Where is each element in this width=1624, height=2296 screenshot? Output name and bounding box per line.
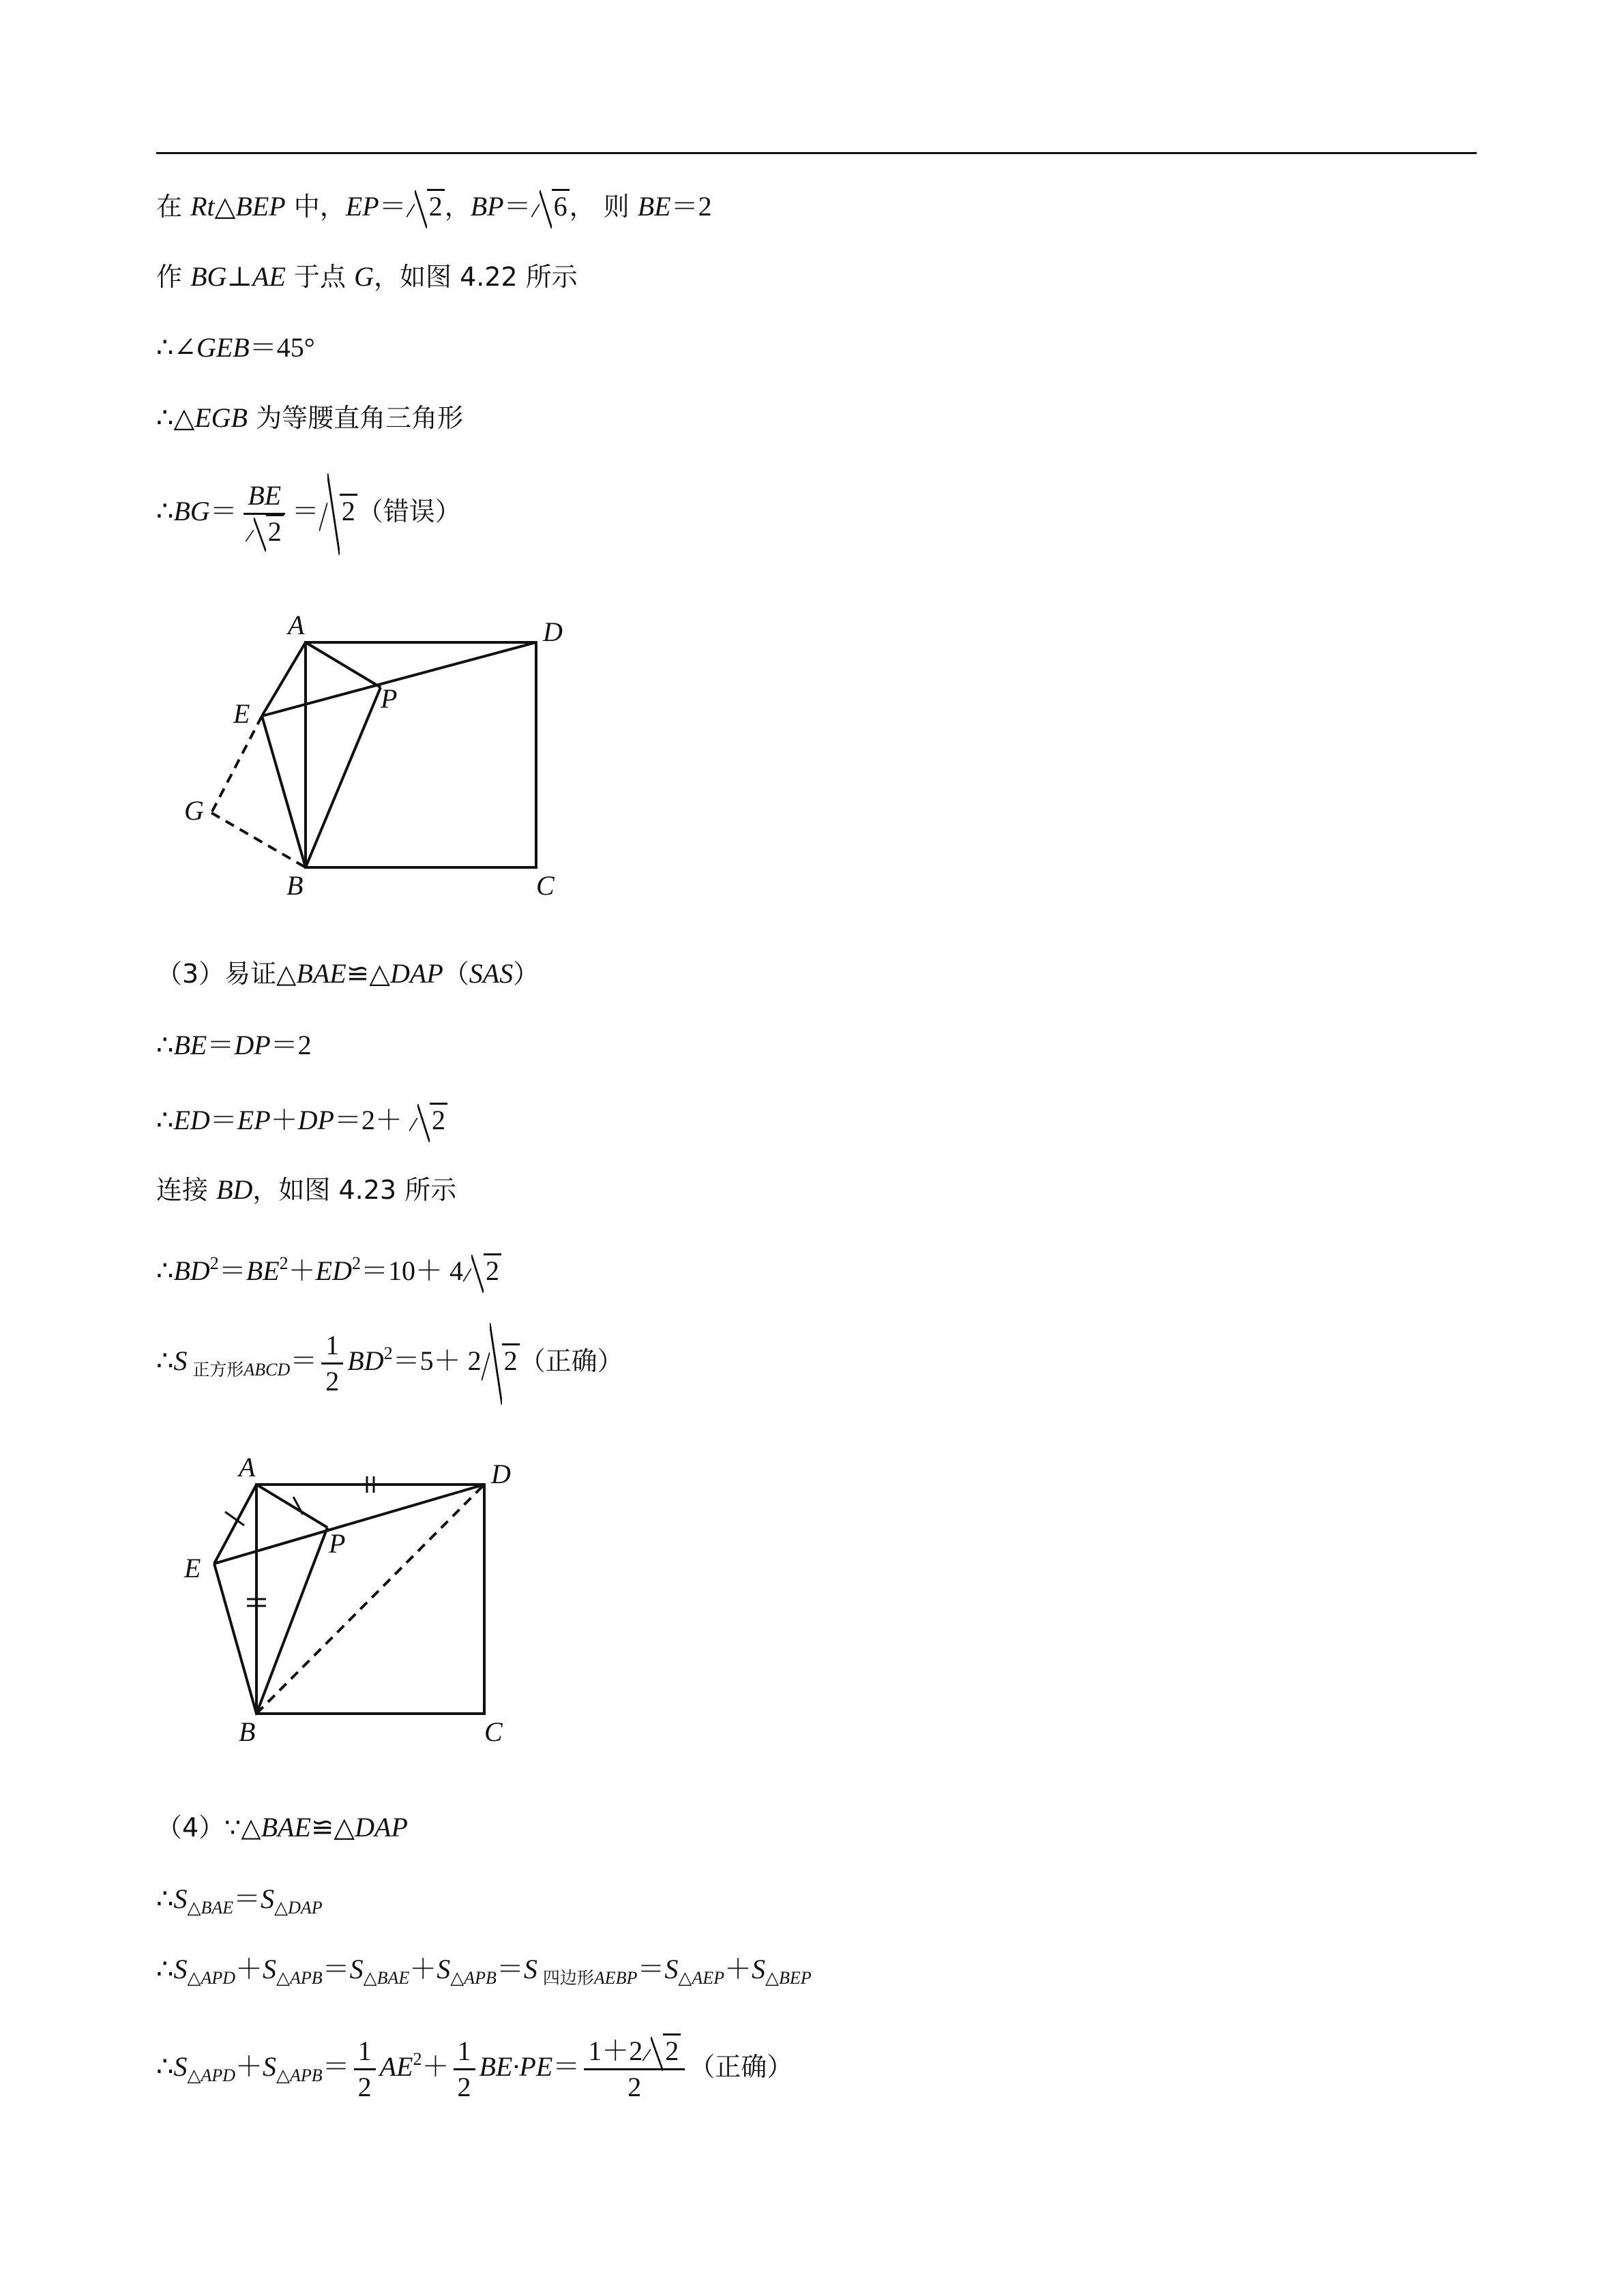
label-d: D [543, 616, 563, 647]
text-line-2: 作 BG⊥AE 于点 G，如图 4.22 所示 [156, 261, 578, 292]
text-line-15: $\therefore S_{\triangle APD}+S_{\triangle APB}=$ $\frac{1}{2}$ $AE^2+$ $\frac{1}{2}$ BE·PE＝ $\frac{1+2 2}{2}$ （正确） [156, 2018, 793, 2117]
label-b: B [286, 870, 304, 900]
fraction: $\frac{BE}{2}$ [241, 479, 288, 549]
text-line-12: （4）∵△BAE≌△DAP [156, 1812, 408, 1843]
sqrt: 2 [319, 471, 357, 552]
segment-pb [306, 687, 381, 867]
text-line-11: ∴S $_{正方形ABCD}$＝ $\frac{1}{2}$ $BD^2=5+ 2$ 2（正确） [156, 1313, 623, 1411]
label-a: A [239, 1452, 256, 1482]
text-line-8: ∴ED＝EP＋DP＝2＋ 2 [156, 1101, 447, 1139]
sqrt: 2 [246, 515, 284, 549]
label-e: E [233, 698, 250, 729]
label-a: A [288, 610, 305, 640]
sqrt: 2 [407, 188, 445, 226]
fraction: $\frac{1+2 2}{2}$ [584, 2034, 685, 2104]
sqrt: 2 [463, 1252, 501, 1290]
text-line-4: ∴△EGB 为等腰直角三角形 [156, 402, 464, 433]
segment-eb [214, 1564, 256, 1714]
text-line-14: $\therefore S_{\triangle APD}+S_{\triangle APB}=S_{\triangle BAE}+S_{\triangle APB}=S$ $_{四边形AEBP}=S_{\triangle AEP}+S_{\triangle BEP}$ [156, 1954, 812, 1988]
fraction: $\frac{1}{2}$ [454, 2034, 475, 2104]
tick-ap [293, 1497, 303, 1515]
text-line-3: ∴∠GEB＝45° [156, 332, 315, 363]
sqrt: 2 [482, 1320, 520, 1402]
segment-ap [306, 642, 381, 687]
header-rule [156, 152, 1477, 154]
segment-pb [256, 1527, 327, 1714]
label-b: B [239, 1716, 256, 1747]
sqrt: 6 [531, 188, 570, 226]
text-line-7: ∴BE＝DP＝2 [156, 1030, 312, 1060]
figure-4-22 [171, 600, 593, 900]
sqrt: 2 [409, 1101, 447, 1139]
label-e: E [184, 1553, 201, 1583]
text-line-6: （3）易证△BAE≌△DAP（SAS） [156, 958, 540, 989]
segment-eg-dashed [211, 716, 262, 813]
figure-4-23 [171, 1449, 552, 1763]
label-g: G [184, 795, 204, 826]
text-line-5: ∴BG＝ $\frac{BE}{2}$ ＝ 2（错误） [156, 471, 461, 552]
text-line-1: 在 Rt△BEP 中，EP＝ 2，BP＝ 6， 则 BE＝2 [156, 188, 712, 226]
fraction: $\frac{1}{2}$ [321, 1328, 343, 1399]
label-c: C [484, 1716, 503, 1747]
segment-ed [262, 642, 536, 716]
fraction: $\frac{1}{2}$ [354, 2034, 376, 2104]
label-p: P [329, 1528, 346, 1559]
segment-ap [256, 1485, 327, 1527]
square-abcd [306, 642, 536, 867]
text-line-10: $\therefore BD^2=BE^2+ED^2=10+ 4$ 2 [156, 1244, 501, 1290]
text-line-13: $\therefore S_{\triangle BAE}=S_{\triangle DAP}$ [156, 1883, 323, 1918]
label-d: D [491, 1459, 511, 1489]
segment-eb [262, 716, 306, 867]
text-line-9: 连接 BD，如图 4.23 所示 [156, 1174, 457, 1205]
label-p: P [381, 683, 398, 714]
label-c: C [536, 870, 555, 900]
sqrt: 2 [643, 2034, 681, 2068]
